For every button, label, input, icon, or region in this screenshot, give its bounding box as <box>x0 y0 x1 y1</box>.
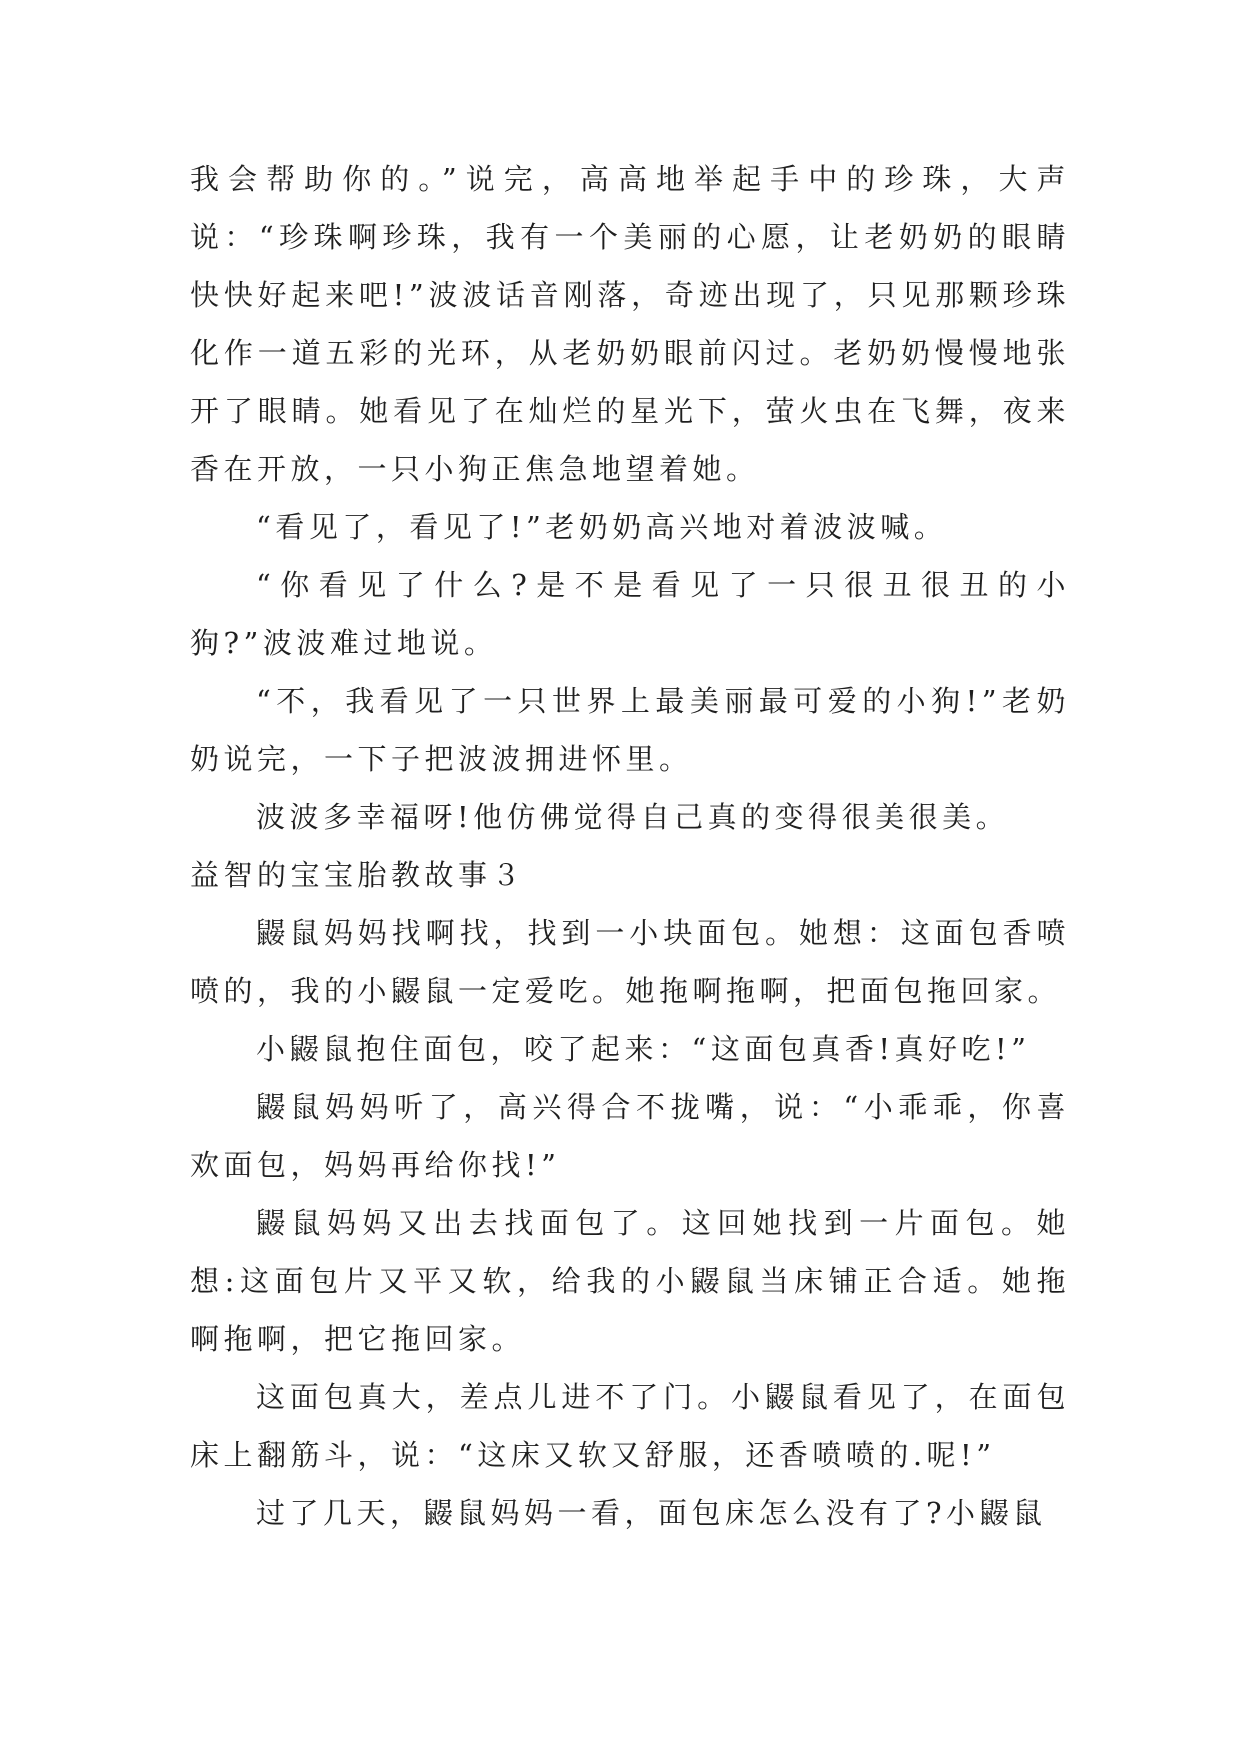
section-heading: 益智的宝宝胎教故事３ <box>190 858 526 892</box>
story-paragraph-3: 鼹鼠妈妈听了，高兴得合不拢嘴，说：“小乖乖，你喜欢面包，妈妈再给你找!” <box>190 1090 1070 1182</box>
paragraph-3: “你看见了什么?是不是看见了一只很丑很丑的小狗?”波波难过地说。 <box>190 568 1070 660</box>
paragraph-1: 我会帮助你的。”说完，高高地举起手中的珍珠，大声说：“珍珠啊珍珠，我有一个美丽的心愿，让老奶奶的眼睛快快好起来吧!”波波话音刚落，奇迹出现了，只见那颗珍珠化作一道五彩的光环，从老奶奶眼前闪过。老奶奶慢慢地张开了眼睛。她看见了在灿烂的星光下，萤火虫在飞舞，夜来香在开放，一只小狗正焦急地望着她。 <box>190 162 1070 486</box>
document-page <box>190 150 1070 1542</box>
paragraph-2: “看见了，看见了!”老奶奶高兴地对着波波喊。 <box>256 510 948 544</box>
story-paragraph-6: 过了几天，鼹鼠妈妈一看，面包床怎么没有了?小鼹鼠 <box>256 1496 1047 1530</box>
paragraph-5: 波波多幸福呀!他仿佛觉得自己真的变得很美很美。 <box>256 800 1010 834</box>
story-paragraph-2: 小鼹鼠抱住面包，咬了起来：“这面包真香!真好吃!” <box>256 1032 1031 1066</box>
story-paragraph-5: 这面包真大，差点儿进不了门。小鼹鼠看见了，在面包床上翻筋斗，说：“这床又软又舒服，还香喷喷的.呢!” <box>190 1380 1070 1472</box>
story-paragraph-1: 鼹鼠妈妈找啊找，找到一小块面包。她想：这面包香喷喷的，我的小鼹鼠一定爱吃。她拖啊拖啊，把面包拖回家。 <box>190 916 1070 1008</box>
story-paragraph-4: 鼹鼠妈妈又出去找面包了。这回她找到一片面包。她想:这面包片又平又软，给我的小鼹鼠当床铺正合适。她拖啊拖啊，把它拖回家。 <box>190 1206 1070 1356</box>
paragraph-4: “不，我看见了一只世界上最美丽最可爱的小狗!”老奶奶说完，一下子把波波拥进怀里。 <box>190 684 1070 776</box>
